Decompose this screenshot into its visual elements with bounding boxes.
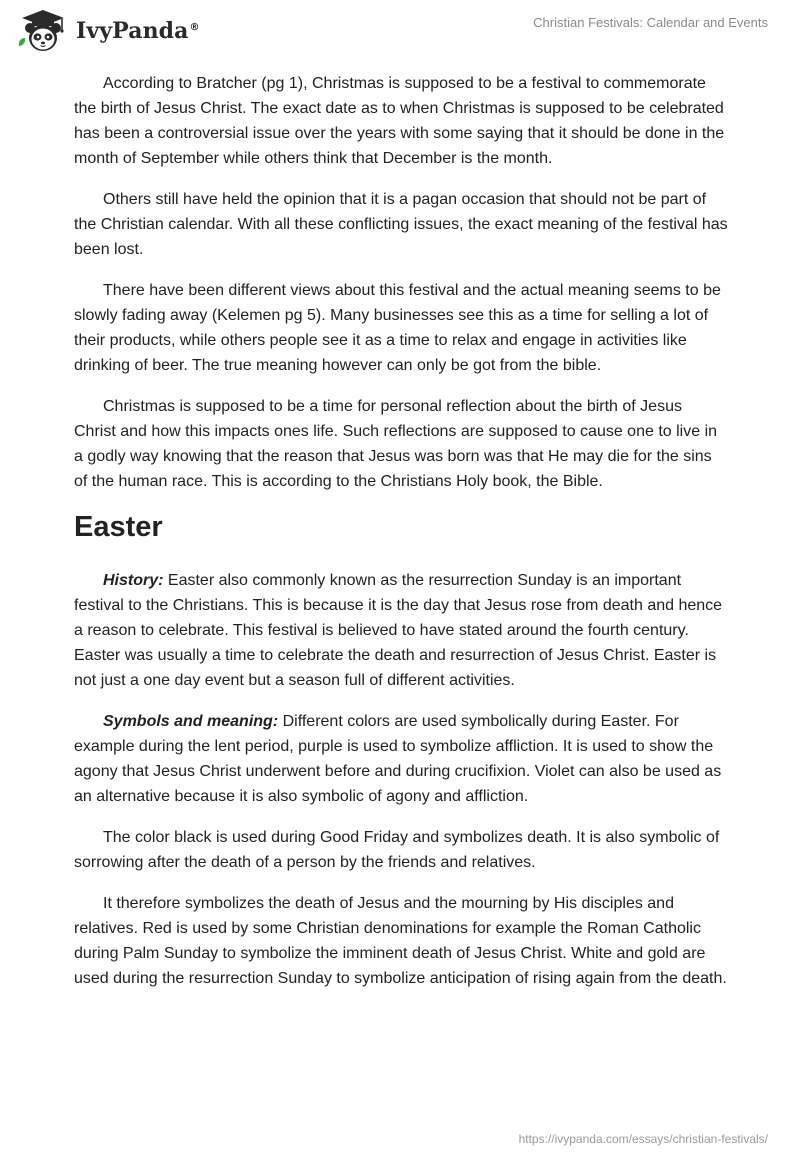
section-heading-easter: Easter [74, 511, 163, 543]
paragraph-easter-1: The color black is used during Good Friday and symbolizes death. It is also symbolic of sorrowing after the death of a person by the friends and relatives. [74, 829, 720, 871]
source-url[interactable]: https://ivypanda.com/essays/christian-festivals/ [518, 1132, 768, 1146]
symbols-lead: Symbols and meaning: [103, 713, 279, 730]
paragraph-symbols [74, 709, 728, 809]
history-text: Easter also commonly known as the resurrection Sunday is an important festival to the Christians. This is because it is the day that Jesus rose from death and hence a reason to celebrate. This festival is believed to have stated around the fourth century. Easter was usually a time to celebrate the death and resurrection of Jesus Christ. Easter is not just a one day event but a season full of different activities. [74, 572, 723, 689]
paragraph-easter-2: It therefore symbolizes the death of Jesus and the mourning by His disciples and relatives. Red is used by some Christian denominations for example the Roman Catholic during Palm Sunday to symbolize the imminent death of Jesus Christ. White and gold are used during the resurrection Sunday to symbolize anticipation of rising again from the death. [74, 895, 727, 987]
history-lead: History: [103, 572, 164, 589]
registered-mark: ® [189, 21, 200, 33]
document-title: Christian Festivals: Calendar and Events [533, 15, 768, 30]
page-header [0, 0, 800, 62]
brand-name-text: IvyPanda [76, 18, 189, 44]
essay-body [74, 71, 728, 1007]
paragraph-christmas-3: There have been different views about this festival and the actual meaning seems to be slowly fading away (Kelemen pg 5). Many businesses see this as a time for selling a lot of their products, while others people see it as a time to relax and engage in activities like drinking of beer. The true meaning however can only be got from the bible. [74, 282, 721, 374]
ivypanda-logo-icon [14, 8, 72, 54]
paragraph-christmas-1: According to Bratcher (pg 1), Christmas is supposed to be a festival to commemorate the birth of Jesus Christ. The exact date as to when Christmas is supposed to be celebrated has been a controversial issue over the years with some saying that it should be done in the month of September while others think that December is the month. [74, 75, 725, 167]
brand-name [76, 18, 200, 44]
symbols-text: Different colors are used symbolically during Easter. For example during the lent period, purple is used to symbolize affliction. It is used to show the agony that Jesus Christ underwent before and during crucifixion. Violet can also be used as an alternative because it is also symbolic of agony and affliction. [74, 713, 722, 805]
brand-logo[interactable] [14, 8, 200, 54]
paragraph-christmas-2: Others still have held the opinion that it is a pagan occasion that should not be part of the Christian calendar. With all these conflicting issues, the exact meaning of the festival has been lost. [74, 191, 728, 258]
paragraph-history [74, 568, 728, 693]
paragraph-christmas-4: Christmas is supposed to be a time for personal reflection about the birth of Jesus Christ and how this impacts ones life. Such reflections are supposed to cause one to live in a godly way knowing that the reason that Jesus was born was that He may die for the sins of the human race. This is according to the Christians Holy book, the Bible. [74, 398, 718, 490]
